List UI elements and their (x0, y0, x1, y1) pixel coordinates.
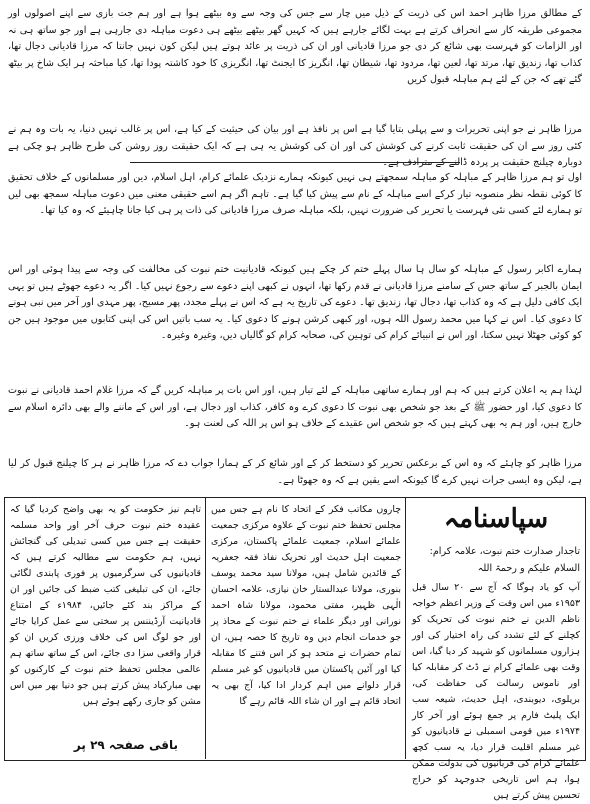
middle-column-text: چاروں مکاتب فکر کے اتحاد کا نام ہے جس میں مجلس تحفظ ختم نبوت کے علاوہ مرکزی جمعیت علمائے اسلام، جمعیت علمائے پاکستان، مرکزی جمعیت اہل حدیث اور تحریک نفاذ فقہ جعفریہ کے قائدین شامل ہیں، مولانا سید محمد یوسف بنوری، مولانا عبدالستار خان نیازی، علامہ احسان الٰہی ظہیر، مفتی محمود، مولانا شاہ احمد نورانی اور دیگر علماء نے ختم نبوت کے محاذ پر جو خدمات انجام دیں وہ تاریخ کا حصہ ہیں، ان تمام حضرات نے متحد ہو کر اس فتنے کا مقابلہ کیا اور آئین پاکستان میں قادیانیوں کو غیر مسلم قرار دلوانے میں اہم کردار ادا کیا، آج بھی یہ اتحاد قائم ہے اور ان شاء اللہ قائم رہے گا (211, 504, 401, 707)
middle-paragraph-2: ہمارے اکابر رسول کے مباہلہ کو سال ہا سال پہلے ختم کر چکے ہیں کیونکہ قادیانیت ختم نبوت کی مخالفت کی وجہ سے پیدا ہوئی اور اس ایمان بالجبر کے ساتھ جس کے سامنے مرزا قادیانی نے قدم رکھا تھا، انہوں نے کبھی اپنے دعوے سے رجوع نہیں کیا۔ اگر یہ دعوے جھوٹے ہیں تو یہی ایک کافی دلیل ہے کہ وہ کذاب تھا، دجال تھا، زندیق تھا۔ دعوے کی تاریخ یہ ہے کہ اس نے پہلے مجدد، پھر مسیح، پھر مہدی اور آخر میں نبی ہونے کا دعوی کیا۔ اس نے کہا میں محمد رسول اللہ ہوں، اور کبھی کرشن ہونے کا دعوی کیا۔ یہ سب باتیں اس کی اپنی کتابوں میں موجود ہیں جن کو کوئی جھٹلا نہیں سکتا، اور اس نے انبیائے کرام کی توہین کی، صحابہ کرام کو گالیاں دیں، وغیرہ وغیرہ۔ (8, 264, 582, 342)
sipasnama-salutation-2: السلام علیکم و رحمۃ اللہ (477, 563, 580, 574)
middle-paragraph-3: لہٰذا ہم یہ اعلان کرتے ہیں کہ ہم اور ہمارے ساتھی مباہلہ کے لئے تیار ہیں، اور اس بات پر مباہلہ کریں گے کہ مرزا غلام احمد قادیانی نے نبوت کا دعوی کیا، اور حضور ﷺ کے بعد جو شخص بھی نبوت کا دعوی کرے وہ کافر، کذاب اور دجال ہے، اور اس کے ماننے والے بھی دائرہ اسلام سے خارج ہیں، اور ہم یہ بھی کہتے ہیں کہ جو شخص اس عقیدے کے خلاف ہو اس پر اللہ کی لعنت ہو۔ (8, 385, 582, 430)
column-divider-left (205, 497, 206, 759)
section-divider (130, 162, 460, 163)
sipasnama-body: آپ کو یاد ہوگا کہ آج سے ۲۰ سال قبل ۱۹۵۳ء میں اس وقت کے وزیر اعظم خواجہ ناظم الدین نے ختم نبوت کی تحریک کو کچلنے کے لئے تشدد کی راہ اختیار کی اور ہزاروں مسلمانوں کو شہید کر دیا گیا، اس وقت بھی علمائے کرام نے ڈٹ کر مقابلہ کیا اور ناموس رسالت کی حفاظت کی، بریلوی، دیوبندی، اہل حدیث، شیعہ سب ایک پلیٹ فارم پر جمع ہوئے اور آخر کار ۱۹۷۴ء میں قومی اسمبلی نے قادیانیوں کو غیر مسلم اقلیت قرار دیا، یہ سب کچھ علمائے کرام کی قربانیوں کی بدولت ممکن ہوا، ہم اس تاریخی جدوجہد کو خراج تحسین پیش کرتے ہیں (412, 582, 580, 801)
sipasnama-salutation-1: تاجدار صدارت ختم نبوت، علامہ کرام: (429, 546, 580, 557)
middle-paragraph-4: مرزا ظاہر کو چاہئے کہ وہ اس کے برعکس تحریر کو دستخط کر کے اور شائع کر کے ہمارا جواب دے کہ مرزا ظاہر نے ہر کا چیلنج قبول کر لیا ہے، لیکن وہ ایسی جرات نہیں کرے گا کیونکہ اسے یقین ہے کہ وہ جھوٹا ہے۔ (8, 458, 582, 486)
sipasnama-heading: سپاسنامہ (443, 504, 549, 534)
top-paragraph-2: مرزا ظاہر نے جو اپنی تحریرات و سے پہلی بتایا گیا ہے اس پر نافذ ہے اور بیان کی حیثیت کے کیا ہے، اس پر غالب نہیں دنیا، یہ بات وہ ہم نے کئی روز سے ان کی حقیقت ثابت کرنے کی کوشش کی اور ان کی کوشش یہ ہی ہے کہ ایک حقیقت روز روشن کی طرح ظاہر ہو چکی ہے دوبارہ چیلنج حقیقت پر پردہ ڈالنے کے مترادف ہے۔ (8, 124, 582, 169)
continued-page-marker: باقی صفحہ ۲۹ پر (73, 738, 178, 752)
column-divider-right (405, 497, 406, 759)
left-column-text: تاہم نیز حکومت کو یہ بھی واضح کردیا گیا کہ عقیدہ ختم نبوت حرف آخر اور واحد مسلمہ حقیقت ہے جس میں کسی تبدیلی کی گنجائش نہیں، ہم حکومت سے مطالبہ کرتے ہیں کہ قادیانیوں کی سرگرمیوں پر فوری پابندی لگائی جائے، ان کی تبلیغی کتب ضبط کی جائیں اور ان کے مراکز بند کئے جائیں، ۱۹۸۴ء کے امتناع قادیانیت آرڈیننس پر سختی سے عمل کرایا جائے اور جو لوگ اس کی خلاف ورزی کریں ان کو قرار واقعی سزا دی جائے، اس کے ساتھ ساتھ ہم عالمی مجلس تحفظ ختم نبوت کے کارکنوں کو بھی مبارکباد پیش کرتے ہیں جو دنیا بھر میں اس مشن کو جاری رکھے ہوئے ہیں (10, 504, 201, 707)
top-paragraph-1: کے مطالق مرزا ظاہر احمد اس کی ذریت کے ذیل میں چار سے جس کی وجہ سے وہ بیٹھے ہوا ہے اور ہم جت بازی سے اپنے اصولوں اور مجموعی طریقہ کار سے انحراف کرتے ہے بہت لگائے جارہے ہیں کہ کہیں گھر بیٹھے بیٹھے ہی دعوت مباہلہ دی جارہی ہے اور جو ساتھ ہی نہ اور الزامات کو فہرست بھی شائع کر دی جو مرزا قادیانی اور ان کی ذریت پر عائد ہوتے ہیں لیکن کون نہیں جانتا کہ مرزا قادیانی دجال تھا، کذاب تھا، زندیق تھا، مرتد تھا، لعین تھا، مردود تھا، شیطان تھا، انگریز کا ایجنٹ تھا، انگریزی کا خود کاشتہ پودا تھا، کیا مباحثہ ہر ایک شاخ پر بیٹھ گئے تھے کہ جن کے لئے ہم مباہلہ قبول کریں (8, 8, 582, 86)
middle-paragraph-1: اول تو ہم مرزا ظاہر کے مباہلہ کو مباہلہ سمجھتے ہی نہیں کیونکہ ہمارے نزدیک علمائے کرام، اہل اسلام، دین اور مسلمانوں کے خلاف تحقیق کا کوئی نقطہ نظر منصوبہ تیار کرکے اسے مباہلہ کے نام سے پیش کیا گیا ہے۔ تاہم اگر ہم اسے حقیقی معنی میں دعوت مباہلہ سمجھ بھی لیں تو ہمارے لئے کسی نئی فہرست یا تحریر کی ضرورت نہیں، بلکہ مباہلہ صرف مرزا قادیانی کی ذات پر ہی کیا جانا چاہیئے کہ وہ کیا تھا۔ (8, 172, 582, 217)
